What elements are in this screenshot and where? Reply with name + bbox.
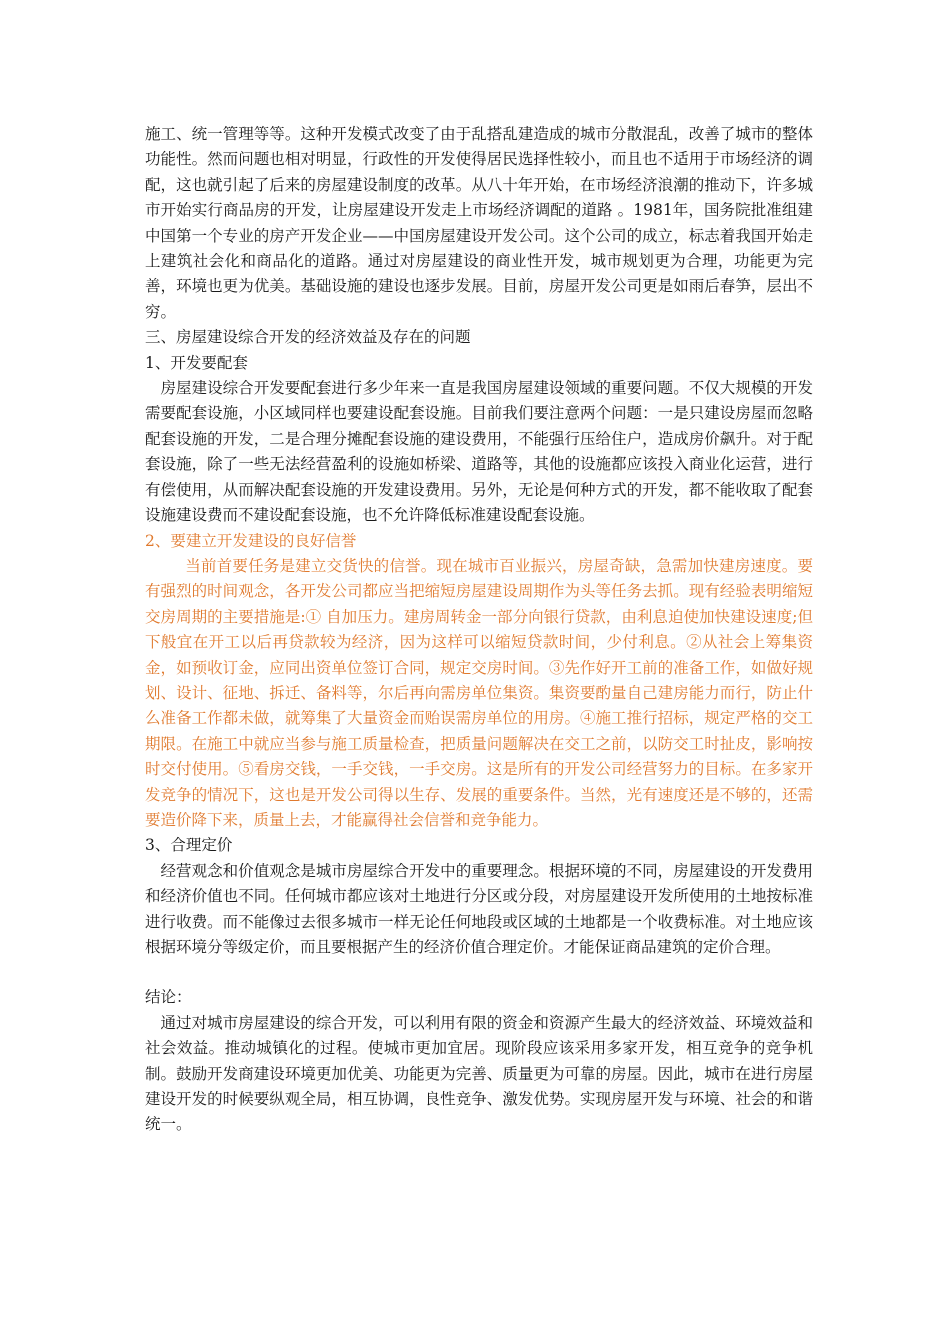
subsection-2-heading: 2、要建立开发建设的良好信誉 bbox=[145, 531, 357, 550]
subsection-3-heading: 3、合理定价 bbox=[145, 836, 233, 855]
conclusion-heading: 结论： bbox=[145, 988, 192, 1007]
document-page bbox=[145, 122, 813, 1138]
subsection-2-body: 当前首要任务是建立交货快的信誉。现在城市百业振兴，房屋奇缺，急需加快建房速度。要有强烈的时间观念，各开发公司都应当把缩短房屋建设周期作为头等任务去抓。现有经验表明缩短交房周期的主要措施是:① 自加压力。建房周转金一部分向银行贷款，由利息迫使加快建设速度;但下般宜在开工以后再贷款较为经济，因为这样可以缩短贷款时间，少付利息。②从社会上筹集资金，如预收订金，应同出资单位签订合同，规定交房时间。③先作好开工前的准备工作，如做好规划、设计、征地、拆迁、备料等，尔后再向需房单位集资。集资要酌量自己建房能力而行，防止什么准备工作都未做，就筹集了大量资金而贻误需房单位的用房。④施工推行招标，规定严格的交工期限。在施工中就应当参与施工质量检查，把质量问题解决在交工之前，以防交工时扯皮，影响按时交付使用。⑤看房交钱，一手交钱，一手交房。这是所有的开发公司经营努力的目标。在多家开发竞争的情况下，这也是开发公司得以生存、发展的重要条件。当然，光有速度还是不够的，还需要造价降下来，质量上去，才能赢得社会信誉和竞争能力。 bbox=[145, 556, 813, 829]
section-3-heading: 三、房屋建设综合开发的经济效益及存在的问题 bbox=[145, 328, 471, 347]
subsection-1-heading: 1、开发要配套 bbox=[145, 353, 248, 372]
subsection-3-body: 经营观念和价值观念是城市房屋综合开发中的重要理念。根据环境的不同，房屋建设的开发费用和经济价值也不同。任何城市都应该对土地进行分区或分段，对房屋建设开发所使用的土地按标准进行收费。而不能像过去很多城市一样无论任何地段或区域的土地都是一个收费标准。对土地应该根据环境分等级定价，而且要根据产生的经济价值合理定价。才能保证商品建筑的定价合理。 bbox=[145, 861, 813, 956]
conclusion-body: 通过对城市房屋建设的综合开发，可以利用有限的资金和资源产生最大的经济效益、环境效益和社会效益。推动城镇化的过程。使城市更加宜居。现阶段应该采用多家开发，相互竞争的竞争机制。鼓励开发商建设环境更加优美、功能更为完善、质量更为可靠的房屋。因此，城市在进行房屋建设开发的时候要纵观全局，相互协调，良性竞争、激发优势。实现房屋开发与环境、社会的和谐统一。 bbox=[145, 1013, 813, 1134]
subsection-1-body: 房屋建设综合开发要配套进行多少年来一直是我国房屋建设领域的重要问题。不仅大规模的开发需要配套设施，小区域同样也要建设配套设施。目前我们要注意两个问题：一是只建设房屋而忽略配套设施的开发，二是合理分摊配套设施的建设费用，不能强行压给住户，造成房价飙升。对于配套设施，除了一些无法经营盈利的设施如桥梁、道路等，其他的设施都应该投入商业化运营，进行有偿使用，从而解决配套设施的开发建设费用。另外，无论是何种方式的开发，都不能收取了配套设施建设费而不建设配套设施，也不允许降低标准建设配套设施。 bbox=[145, 379, 813, 525]
paragraph-intro: 施工、统一管理等等。这种开发模式改变了由于乱搭乱建造成的城市分散混乱，改善了城市的整体功能性。然而问题也相对明显，行政性的开发使得居民选择性较小，而且也不适用于市场经济的调配，这也就引起了后来的房屋建设制度的改革。从八十年开始，在市场经济浪潮的推动下，许多城市开始实行商品房的开发，让房屋建设开发走上市场经济调配的道路 。1981年，国务院批准组建中国第一个专业的房产开发企业——中国房屋建设开发公司。这个公司的成立，标志着我国开始走上建筑社会化和商品化的道路。通过对房屋建设的商业性开发，城市规划更为合理，功能更为完善，环境也更为优美。基础设施的建设也逐步发展。目前，房屋开发公司更是如雨后春笋，层出不穷。 bbox=[145, 125, 813, 321]
blank-line bbox=[145, 960, 813, 985]
